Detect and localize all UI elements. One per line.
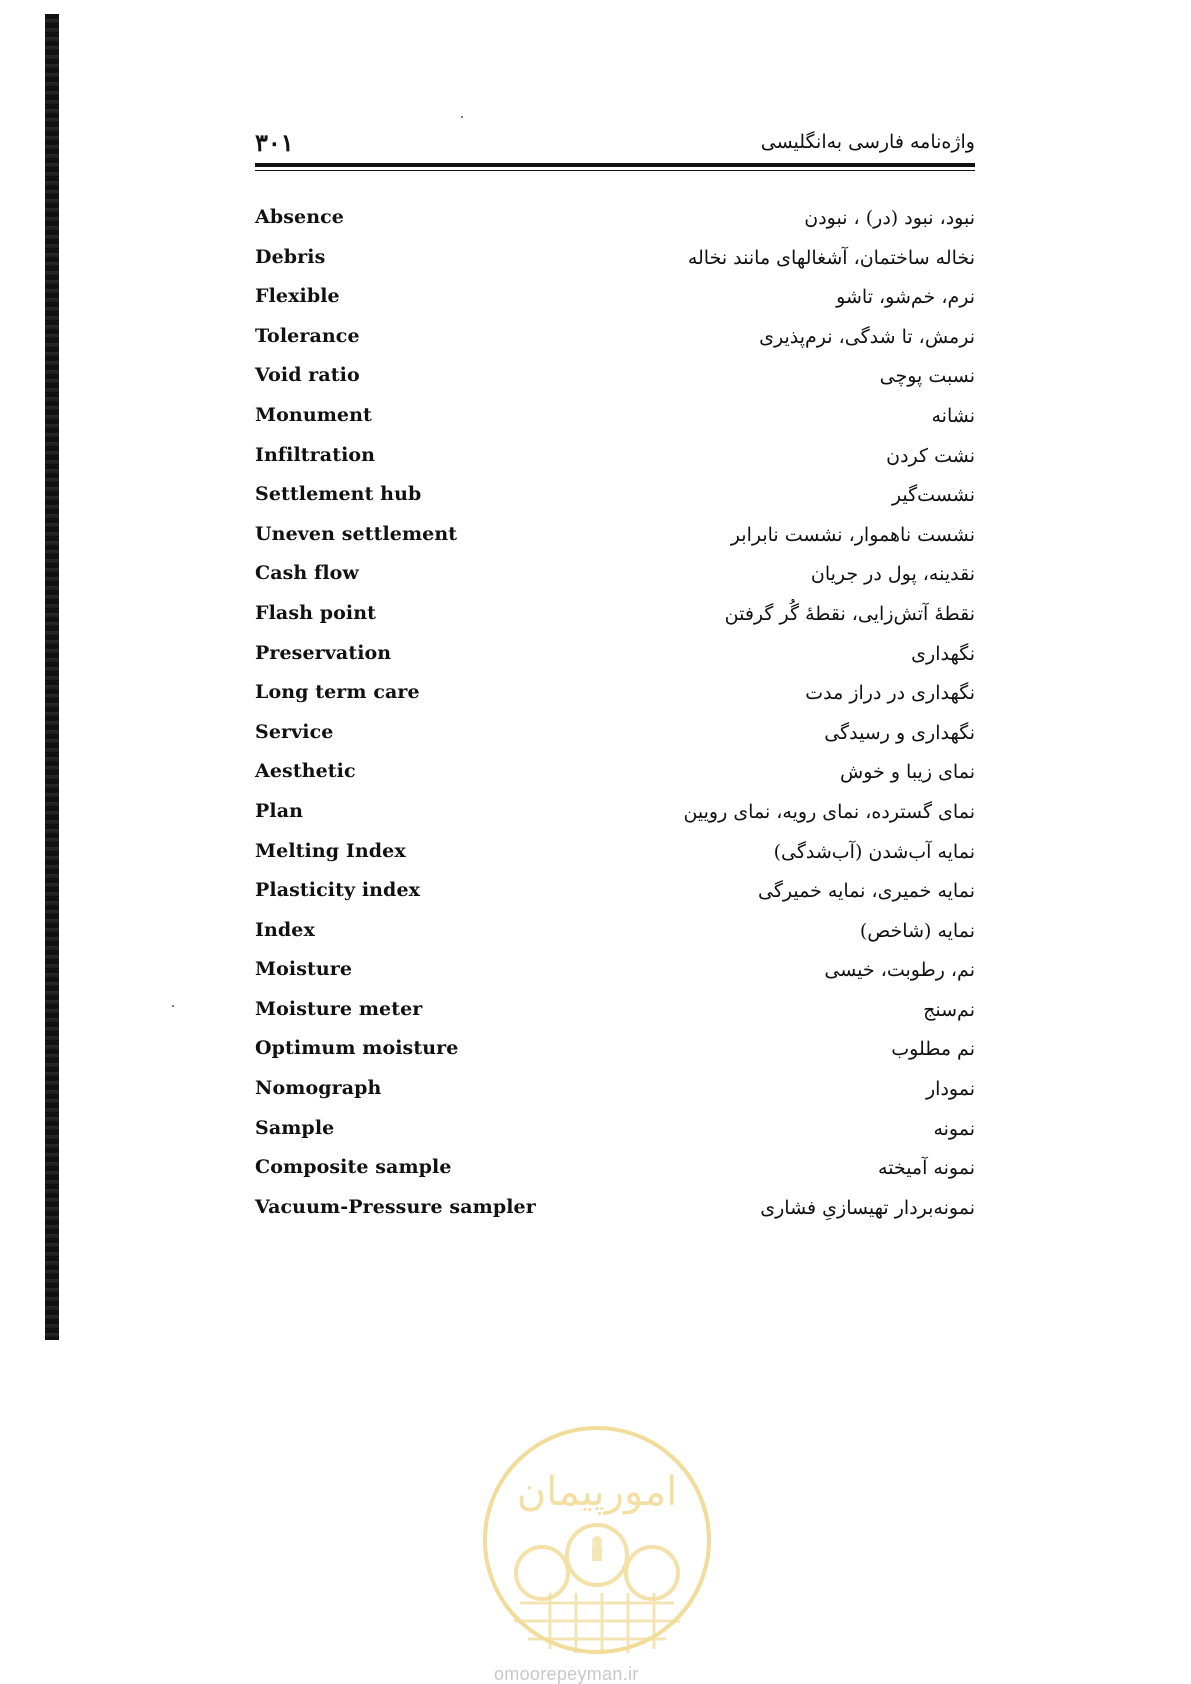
page-header [255, 128, 975, 162]
glossary-entry [255, 482, 975, 522]
glossary-entry [255, 522, 975, 562]
persian-term: نمایه آب‌شدن (آب‌شدگی) [773, 840, 975, 863]
persian-term: نقدینه، پول در جریان [810, 563, 975, 586]
header-rule [255, 163, 975, 167]
running-title: واژه‌نامه فارسی به‌انگلیسی [760, 131, 975, 153]
header-rule-thin [255, 170, 975, 171]
scan-edge-bar [45, 14, 59, 1340]
glossary-entry [255, 641, 975, 681]
english-term: Optimum moisture [255, 1037, 459, 1060]
glossary-entry [255, 799, 975, 839]
english-term: Absence [255, 206, 344, 228]
persian-term: نگهداری و رسیدگی [824, 721, 975, 744]
persian-term: نمودار [925, 1078, 975, 1101]
english-term: Void ratio [255, 364, 360, 387]
glossary-entry [255, 245, 975, 285]
english-term: Vacuum-Pressure sampler [255, 1195, 536, 1218]
persian-term: نگهداری در دراز مدت [805, 682, 975, 705]
watermark-url: omoorepeyman.ir [494, 1664, 639, 1684]
glossary-entry [255, 363, 975, 403]
english-term: Sample [255, 1116, 335, 1139]
glossary-entry [255, 284, 975, 324]
watermark-logo [480, 1423, 714, 1657]
english-term: Service [255, 720, 334, 743]
persian-term: نمونه [933, 1117, 975, 1140]
persian-term: نشانه [931, 404, 975, 427]
persian-term: نم، رطوبت، خیسی [824, 959, 975, 982]
persian-term: نشت کردن [886, 444, 975, 467]
glossary-entry [255, 839, 975, 879]
persian-term: نشست ناهموار، نشست نابرابر [730, 523, 975, 546]
persian-term: نخاله ساختمان، آشغالهای مانند نخاله [687, 246, 975, 269]
english-term: Monument [255, 403, 372, 426]
english-term: Preservation [255, 641, 392, 664]
persian-term: نمایه خمیری، نمایه خمیرگی [758, 880, 975, 903]
persian-term: نشست‌گیر [891, 484, 975, 507]
english-term: Plan [255, 799, 304, 822]
glossary-entry [255, 1036, 975, 1076]
glossary-entry [255, 1076, 975, 1116]
persian-term: نمونه‌بردار تهیسازیِ فشاری [760, 1196, 975, 1219]
persian-term: نمونه آمیخته [878, 1157, 975, 1180]
english-term: Infiltration [255, 443, 376, 466]
persian-term: نمای زیبا و خوش [840, 761, 975, 784]
english-term: Index [255, 918, 315, 941]
persian-term: نقطهٔ آتش‌زایی، نقطهٔ گُر گرفتن [724, 602, 975, 625]
english-term: Moisture meter [255, 997, 423, 1020]
glossary-entry [255, 1195, 975, 1235]
page-number: ۳۰۱ [255, 128, 294, 157]
persian-term: نگهداری [911, 642, 975, 665]
english-term: Debris [255, 245, 326, 268]
glossary-entry [255, 443, 975, 483]
english-term: Flash point [255, 601, 377, 624]
english-term: Tolerance [255, 324, 360, 347]
english-term: Settlement hub [255, 483, 422, 506]
persian-term: نمایه (شاخص) [859, 919, 975, 942]
glossary-entry [255, 561, 975, 601]
scan-speck [461, 116, 463, 118]
scan-speck [172, 1005, 174, 1007]
persian-term: نم مطلوب [891, 1038, 975, 1061]
persian-term: نرم، خم‌شو، تاشو [836, 286, 975, 309]
persian-term: نبود، نبود (در) ، نبودن [804, 207, 975, 229]
glossary-list [255, 205, 975, 1234]
persian-term: نرمش، تا شدگی، نرم‌پذیری [759, 325, 975, 348]
persian-term: نم‌سنج [923, 998, 975, 1021]
glossary-entry [255, 957, 975, 997]
persian-term: نمای گسترده، نمای رویه، نمای رویین [683, 800, 975, 823]
english-term: Melting Index [255, 839, 406, 862]
english-term: Long term care [255, 681, 420, 704]
glossary-entry [255, 1155, 975, 1195]
glossary-entry [255, 205, 975, 245]
persian-term: نسبت پوچی [879, 365, 975, 388]
english-term: Aesthetic [255, 760, 356, 783]
glossary-entry [255, 601, 975, 641]
english-term: Cash flow [255, 562, 359, 585]
english-term: Moisture [255, 958, 353, 981]
glossary-entry [255, 878, 975, 918]
english-term: Nomograph [255, 1077, 382, 1100]
glossary-entry [255, 1116, 975, 1156]
glossary-entry [255, 918, 975, 958]
glossary-entry [255, 324, 975, 364]
glossary-entry [255, 403, 975, 443]
english-term: Composite sample [255, 1156, 452, 1179]
english-term: Plasticity index [255, 879, 421, 902]
watermark-logo-text: امورپیمان [516, 1469, 678, 1515]
glossary-entry [255, 997, 975, 1037]
english-term: Uneven settlement [255, 522, 458, 545]
english-term: Flexible [255, 285, 340, 308]
glossary-entry [255, 720, 975, 760]
glossary-entry [255, 680, 975, 720]
glossary-entry [255, 759, 975, 799]
